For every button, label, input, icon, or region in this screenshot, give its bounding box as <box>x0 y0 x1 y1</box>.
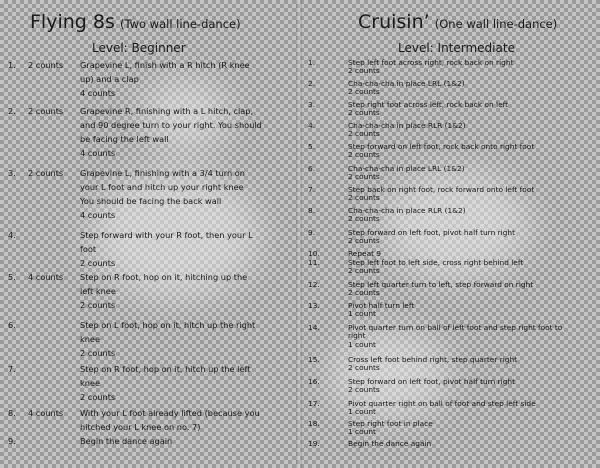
step-description <box>80 228 298 270</box>
step-count-note: 2 counts <box>348 385 380 395</box>
subtitle-text: (Two wall line-dance) <box>119 17 241 31</box>
step-description <box>80 362 298 404</box>
step-counts: 4 counts <box>28 272 64 282</box>
step-description <box>348 324 598 349</box>
step-number: 8. <box>308 206 316 215</box>
step-number: 1. <box>308 58 316 67</box>
step-count-note: 1 count <box>348 427 376 437</box>
step-count-note: 2 counts <box>348 87 380 97</box>
step-line: Step forward on left foot, rock back onto right foot <box>348 142 535 151</box>
step-count-note: 2 counts <box>348 236 380 246</box>
step-line: Cross left foot behind right, step quarter right <box>348 355 518 364</box>
step-line: be facing the left wall <box>80 134 169 144</box>
step-line: hitched your L knee on no. 7) <box>80 422 201 432</box>
step-count-note: 2 counts <box>348 66 380 76</box>
step-number: 5. <box>8 272 16 282</box>
level-label: Level: Beginner <box>92 41 186 55</box>
step-description <box>348 400 598 417</box>
step-line: and 90 degree turn to your right. You should <box>80 120 262 130</box>
step-count-note: 2 counts <box>80 300 116 310</box>
step-description <box>348 165 598 182</box>
step-number: 19. <box>308 439 320 448</box>
step-description <box>348 440 598 448</box>
dance-title <box>30 11 241 33</box>
step-line: With your L foot already lifted (because you <box>80 408 260 418</box>
step-number: 14. <box>308 323 320 332</box>
step-number: 6. <box>308 164 316 173</box>
step-line: Pivot quarter right on ball of foot and step left side <box>348 399 536 408</box>
step-number: 16. <box>308 377 320 386</box>
step-line: Pivot half turn left <box>348 301 415 310</box>
step-number: 2. <box>308 79 316 88</box>
step-number: 6. <box>8 320 16 330</box>
step-count-note: 2 counts <box>80 392 116 402</box>
step-number: 10. <box>308 249 320 258</box>
title-text: Cruisin’ <box>358 11 430 33</box>
step-count-note: 4 counts <box>80 210 116 220</box>
step-line: Cha-cha-cha in place LRL (1&2) <box>348 164 465 173</box>
step-line: right <box>348 331 366 341</box>
step-description <box>348 101 598 118</box>
step-count-note: 2 counts <box>348 150 380 160</box>
step-number: 1. <box>8 60 16 70</box>
step-line: Begin the dance again <box>348 439 432 448</box>
step-count-note: 2 counts <box>80 258 116 268</box>
level-label: Level: Intermediate <box>398 41 515 55</box>
step-line: Grapevine R, finishing with a L hitch, clap, <box>80 106 254 116</box>
step-line: up) and a clap <box>80 74 139 84</box>
step-description <box>348 259 598 276</box>
step-counts: 2 counts <box>28 106 64 116</box>
step-number: 9. <box>8 436 16 446</box>
step-number: 8. <box>8 408 16 418</box>
step-line: Step right foot in place <box>348 419 433 428</box>
step-description <box>348 302 598 319</box>
step-line: Grapevine L, finish with a R hitch (R knee <box>80 60 250 70</box>
step-line: foot <box>80 244 97 254</box>
step-number: 4. <box>308 121 316 130</box>
step-line: left knee <box>80 286 116 296</box>
step-description <box>348 356 598 373</box>
step-description <box>80 166 298 222</box>
step-count-note: 2 counts <box>348 266 380 276</box>
step-description <box>348 420 598 437</box>
step-count-note: 2 counts <box>348 288 380 298</box>
step-description <box>348 122 598 139</box>
step-line: Step forward with your R foot, then your L <box>80 230 253 240</box>
step-line: your L foot and hitch up your right knee <box>80 182 244 192</box>
step-number: 4. <box>8 230 16 240</box>
step-line: Step left quarter turn to left, step forward on right <box>348 280 534 289</box>
step-number: 7. <box>8 364 16 374</box>
step-number: 18. <box>308 419 320 428</box>
step-line: Step left foot to left side, cross right behind left <box>348 258 524 267</box>
step-count-note: 1 count <box>348 309 376 319</box>
dance-title <box>358 11 557 33</box>
step-count-note: 2 counts <box>348 214 380 224</box>
step-line: Step forward on left foot, pivot half turn right <box>348 228 515 237</box>
step-count-note: 1 count <box>348 407 376 417</box>
step-line: Step left foot across right, rock back on right <box>348 58 514 67</box>
step-count-note: 2 counts <box>348 108 380 118</box>
step-count-note: 1 count <box>348 339 376 349</box>
step-line: Grapevine L, finishing with a 3/4 turn on <box>80 168 246 178</box>
step-counts: 2 counts <box>28 168 64 178</box>
step-line: Step on R foot, hop on it, hitch up the left <box>80 364 251 374</box>
step-description <box>80 104 298 160</box>
step-description <box>80 406 298 434</box>
step-line: Step on L foot, hop on it, hitch up the right <box>80 320 256 330</box>
step-number: 12. <box>308 280 320 289</box>
step-description <box>80 58 298 100</box>
step-count-note: 2 counts <box>348 193 380 203</box>
step-line: Step back on right foot, rock forward onto left foot <box>348 185 535 194</box>
step-description <box>80 318 298 360</box>
step-line: Repeat 9 <box>348 249 382 258</box>
step-description <box>348 59 598 76</box>
step-counts: 2 counts <box>28 60 64 70</box>
step-line: You should be facing the back wall <box>80 196 222 206</box>
step-description <box>80 270 298 312</box>
step-number: 3. <box>8 168 16 178</box>
subtitle-text: (One wall line-dance) <box>434 17 558 31</box>
step-description <box>348 229 598 246</box>
step-line: Cha-cha-cha in place LRL (1&2) <box>348 79 465 88</box>
step-number: 17. <box>308 399 320 408</box>
step-count-note: 4 counts <box>80 88 116 98</box>
title-text: Flying 8s <box>30 11 115 33</box>
step-description <box>348 207 598 224</box>
step-count-note: 2 counts <box>80 348 116 358</box>
step-count-note: 2 counts <box>348 129 380 139</box>
step-line: Begin the dance again <box>80 436 173 446</box>
step-line: Cha-cha-cha in place RLR (1&2) <box>348 206 466 215</box>
step-number: 3. <box>308 100 316 109</box>
step-line: Step right foot across left, rock back on left <box>348 100 509 109</box>
step-count-note: 4 counts <box>80 148 116 158</box>
step-description <box>348 281 598 298</box>
step-description <box>348 80 598 97</box>
step-count-note: 2 counts <box>348 172 380 182</box>
step-description <box>348 186 598 203</box>
step-line: knee <box>80 334 101 344</box>
cruisin-panel <box>302 0 600 468</box>
step-number: 13. <box>308 301 320 310</box>
step-number: 15. <box>308 355 320 364</box>
step-number: 9. <box>308 228 316 237</box>
step-count-note: 2 counts <box>348 363 380 373</box>
step-number: 11. <box>308 258 320 267</box>
step-number: 5. <box>308 142 316 151</box>
step-line: Pivot quarter turn on ball of left foot and step right foot to <box>348 323 563 332</box>
step-description <box>348 378 598 395</box>
step-number: 2. <box>8 106 16 116</box>
step-description <box>348 143 598 160</box>
step-line: knee <box>80 378 101 388</box>
step-number: 7. <box>308 185 316 194</box>
step-description <box>80 434 298 448</box>
step-line: Step on R foot, hop on it, hitching up the <box>80 272 248 282</box>
step-counts: 4 counts <box>28 408 64 418</box>
flying-8s-panel <box>0 0 296 468</box>
step-line: Cha-cha-cha in place RLR (1&2) <box>348 121 466 130</box>
step-line: Step forward on left foot, pivot half turn right <box>348 377 515 386</box>
